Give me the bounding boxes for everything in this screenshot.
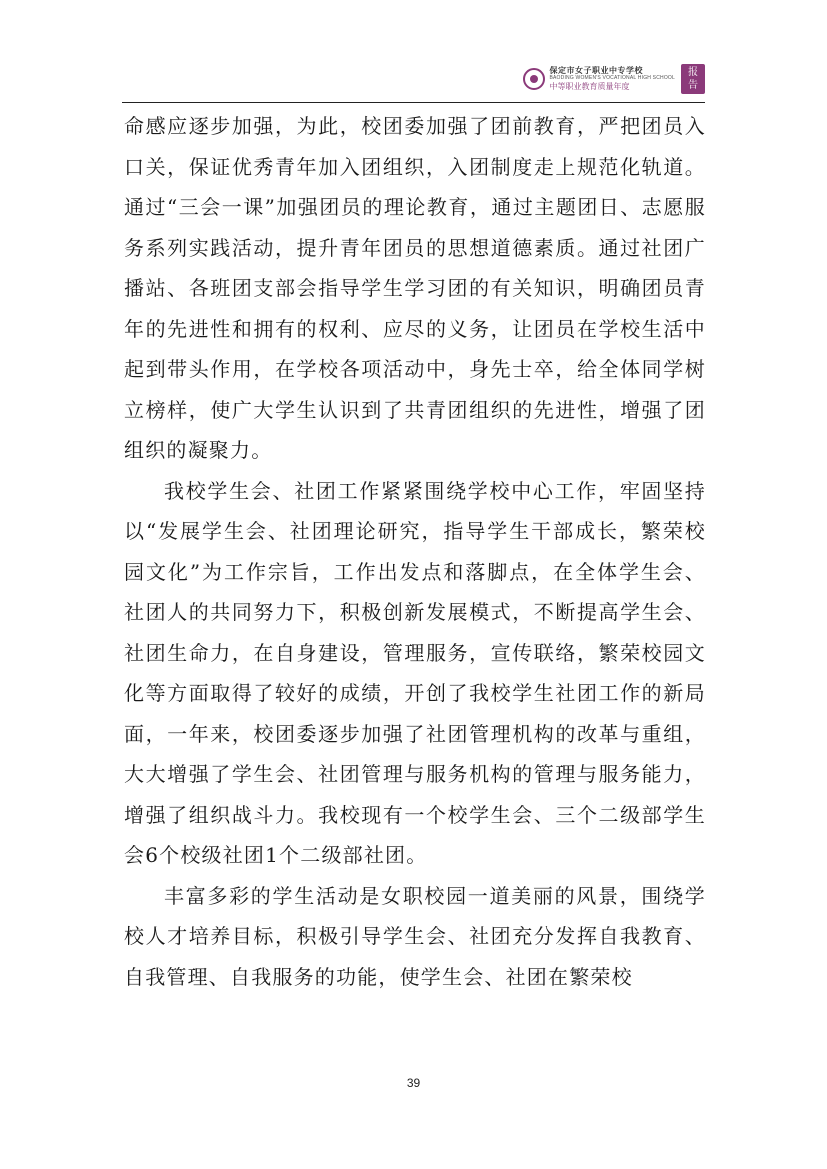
badge-line2: 告 [688, 80, 698, 91]
school-name-block [549, 66, 675, 91]
school-emblem-icon [523, 68, 545, 90]
report-subtitle: 中等职业教育质量年度 [549, 82, 630, 91]
body-paragraph: 丰富多彩的学生活动是女职校园一道美丽的风景，围绕学校人才培养目标，积极引导学生会、社团充分发挥自我教育、自我管理、自我服务的功能，使学生会、社团在繁荣校 [124, 883, 706, 989]
school-name-cn: 保定市女子职业中专学校 [549, 65, 643, 75]
header-divider [122, 102, 705, 103]
school-name-en: BAODING WOMEN'S VOCATIONAL HIGH SCHOOL [549, 75, 675, 81]
badge-line1: 报 [688, 67, 698, 78]
report-badge [681, 64, 705, 94]
school-logo [523, 66, 675, 91]
body-paragraph: 我校学生会、社团工作紧紧围绕学校中心工作，牢固坚持以“发展学生会、社团理论研究，指导学生干部成长，繁荣校园文化”为工作宗旨，工作出发点和落脚点，在全体学生会、社团人的共同努力下，积极创新发展模式，不断提高学生会、社团生命力，在自身建设，管理服务，宣传联络，繁荣校园文化等方面取得了较好的成绩，开创了我校学生社团工作的新局面，一年来，校团委逐步加强了社团管理机构的改革与重组，大大增强了学生会、社团管理与服务机构的管理与服务能力，增强了组织战斗力。我校现有一个校学生会、三个二级部学生会6个校级社团1个二级部社团。 [124, 478, 706, 867]
page-header [122, 64, 705, 104]
body-paragraph: 命感应逐步加强，为此，校团委加强了团前教育，严把团员入口关，保证优秀青年加入团组织，入团制度走上规范化轨道。通过“三会一课”加强团员的理论教育，通过主题团日、志愿服务系列实践活动，提升青年团员的思想道德素质。通过社团广播站、各班团支部会指导学生学习团的有关知识，明确团员青年的先进性和拥有的权利、应尽的义务，让团员在学校生活中起到带头作用，在学校各项活动中，身先士卒，给全体同学树立榜样，使广大学生认识到了共青团组织的先进性，增强了团组织的凝聚力。 [124, 114, 706, 462]
document-body [124, 106, 706, 997]
page-number: 39 [406, 1076, 421, 1090]
